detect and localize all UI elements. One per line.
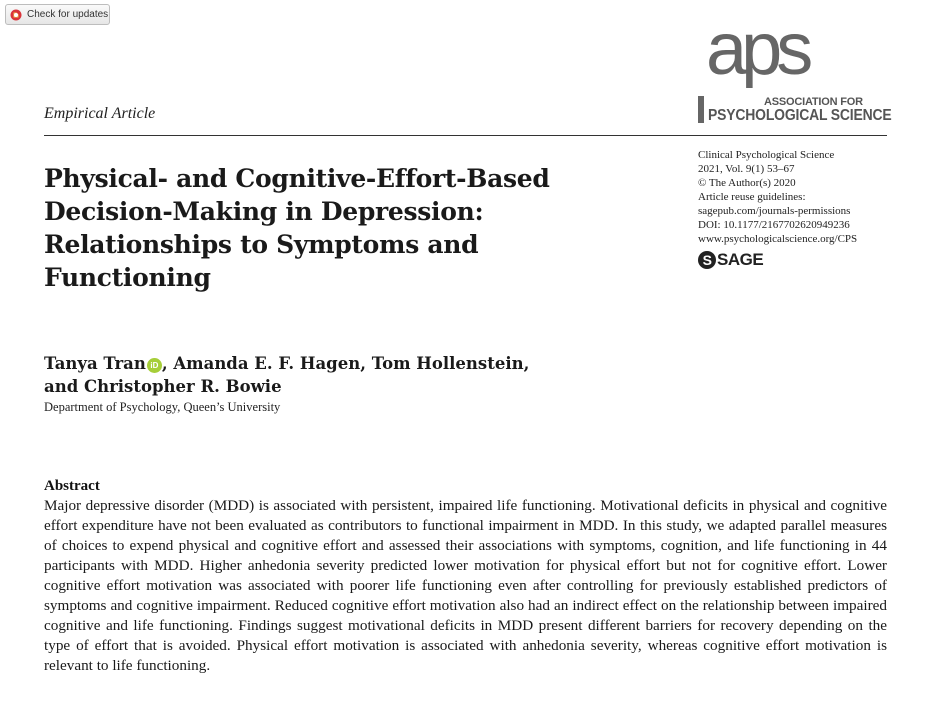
title-line: Relationships to Symptoms and: [44, 230, 479, 259]
reuse-label: Article reuse guidelines:: [698, 191, 806, 203]
journal-website-link[interactable]: www.psychologicalscience.org/CPS: [698, 233, 858, 245]
check-updates-icon: [10, 9, 22, 21]
aps-logo-line1: ASSOCIATION FOR: [764, 96, 863, 108]
aps-logo-line2: PSYCHOLOGICAL SCIENCE: [708, 107, 892, 124]
sage-logo: [698, 250, 763, 270]
journal-name: Clinical Psychological Science: [698, 149, 835, 161]
author-line-1: [44, 352, 604, 375]
aps-logo-bar: [698, 96, 704, 123]
reuse-link[interactable]: sagepub.com/journals-permissions: [698, 205, 851, 217]
journal-info: [698, 148, 857, 246]
sage-s-icon: S: [698, 251, 716, 269]
aps-wordmark: [706, 22, 836, 88]
author-line-2: and Christopher R. Bowie: [44, 377, 282, 396]
svg-text:aps: aps: [706, 22, 808, 88]
header-rule: [44, 135, 887, 136]
author-affiliation: Department of Psychology, Queen’s University: [44, 400, 281, 414]
check-for-updates-button[interactable]: [5, 4, 110, 25]
author-list: [44, 352, 604, 398]
abstract-heading: Abstract: [44, 478, 100, 494]
abstract-text: Major depressive disorder (MDD) is associated with persistent, impaired life functioning. Motivational deficits in physical and cognitive effort expenditure have not been evaluated as contributors to functional impairment in MDD. In this study, we adapted parallel measures of choices to expend physical and cognitive effort and assessed their associations with symptoms, cognition, and life functioning in 44 participants with MDD. Higher anhedonia severity predicted lower motivation for physical effort but not for cognitive effort. Lower cognitive effort motivation was associated with poorer life functioning even after controlling for previously established predictors of symptoms and cognitive impairment. Reduced cognitive effort motivation also had an indirect effect on the relationship between impaired cognitive and life functioning. Findings suggest motivational deficits in MDD present different barriers for recovery depending on the type of effort that is avoided. Physical effort motivation is associated with anhedonia severity, whereas cognitive effort motivation is relevant to life functioning.: [44, 497, 887, 674]
copyright: © The Author(s) 2020: [698, 177, 796, 189]
title-line: Decision-Making in Depression:: [44, 197, 484, 226]
article-type: Empirical Article: [44, 105, 156, 122]
check-for-updates-label: Check for updates: [27, 9, 109, 20]
author-rest: , Amanda E. F. Hagen, Tom Hollenstein,: [161, 354, 530, 373]
title-line: Functioning: [44, 263, 211, 292]
title-line: Physical- and Cognitive-Effort-Based: [44, 164, 550, 193]
doi-link[interactable]: DOI: 10.1177/2167702620949236: [698, 219, 850, 231]
author-first: Tanya Tran: [44, 354, 146, 373]
journal-issue: 2021, Vol. 9(1) 53–67: [698, 163, 795, 175]
orcid-icon[interactable]: iD: [147, 358, 162, 373]
sage-wordmark: SAGE: [717, 250, 764, 269]
article-title: [44, 162, 644, 294]
